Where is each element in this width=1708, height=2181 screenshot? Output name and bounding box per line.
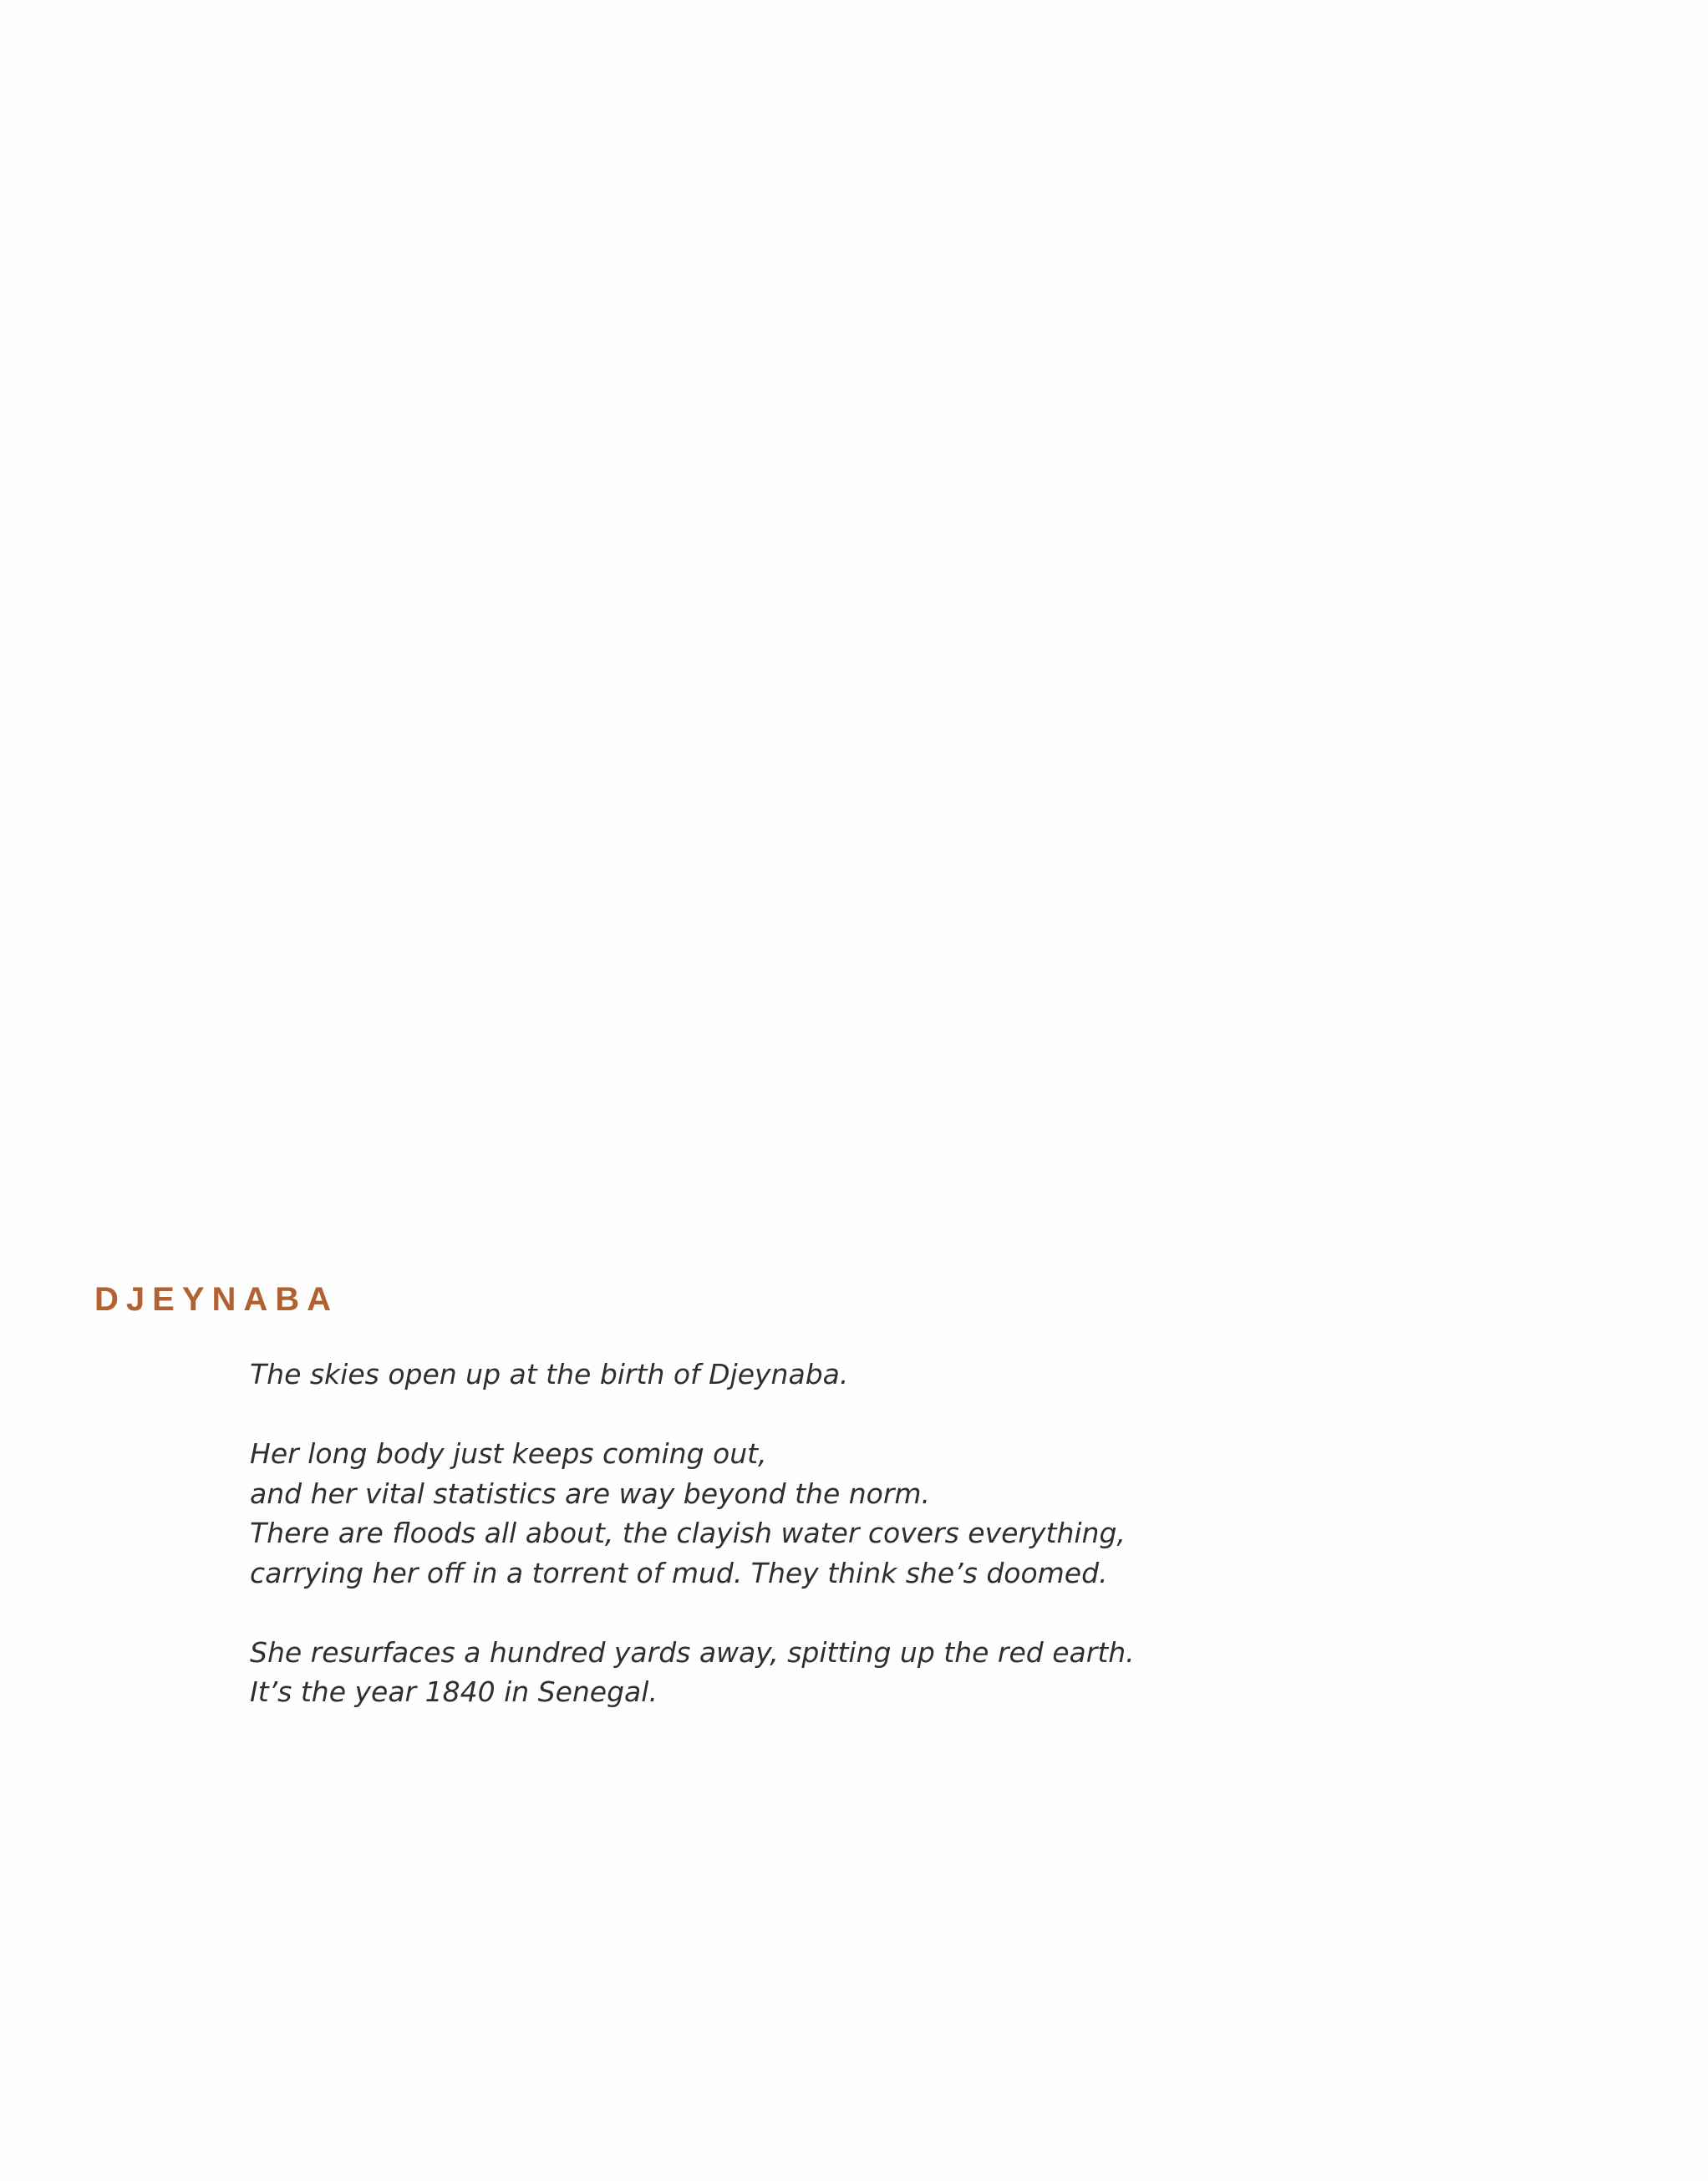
section-title: DJEYNABA — [94, 1281, 339, 1318]
poem-line: Her long body just keeps coming out, — [250, 1437, 767, 1470]
stanza-3 — [250, 1633, 1135, 1712]
poem-line: She resurfaces a hundred yards away, spitting up the red earth. — [250, 1635, 1135, 1669]
poem-line: There are floods all about, the clayish water covers everything, — [250, 1517, 1126, 1549]
stanza-2 — [250, 1434, 1135, 1593]
poem-line: and her vital statistics are way beyond the norm. — [250, 1477, 931, 1510]
poem-line: It’s the year 1840 in Senegal. — [250, 1675, 658, 1708]
poem-body — [250, 1355, 1135, 1712]
stanza-1 — [250, 1355, 1135, 1395]
poem-line: carrying her off in a torrent of mud. They think she’s doomed. — [250, 1556, 1108, 1589]
poem-line: The skies open up at the birth of Djeynaba. — [250, 1358, 849, 1390]
